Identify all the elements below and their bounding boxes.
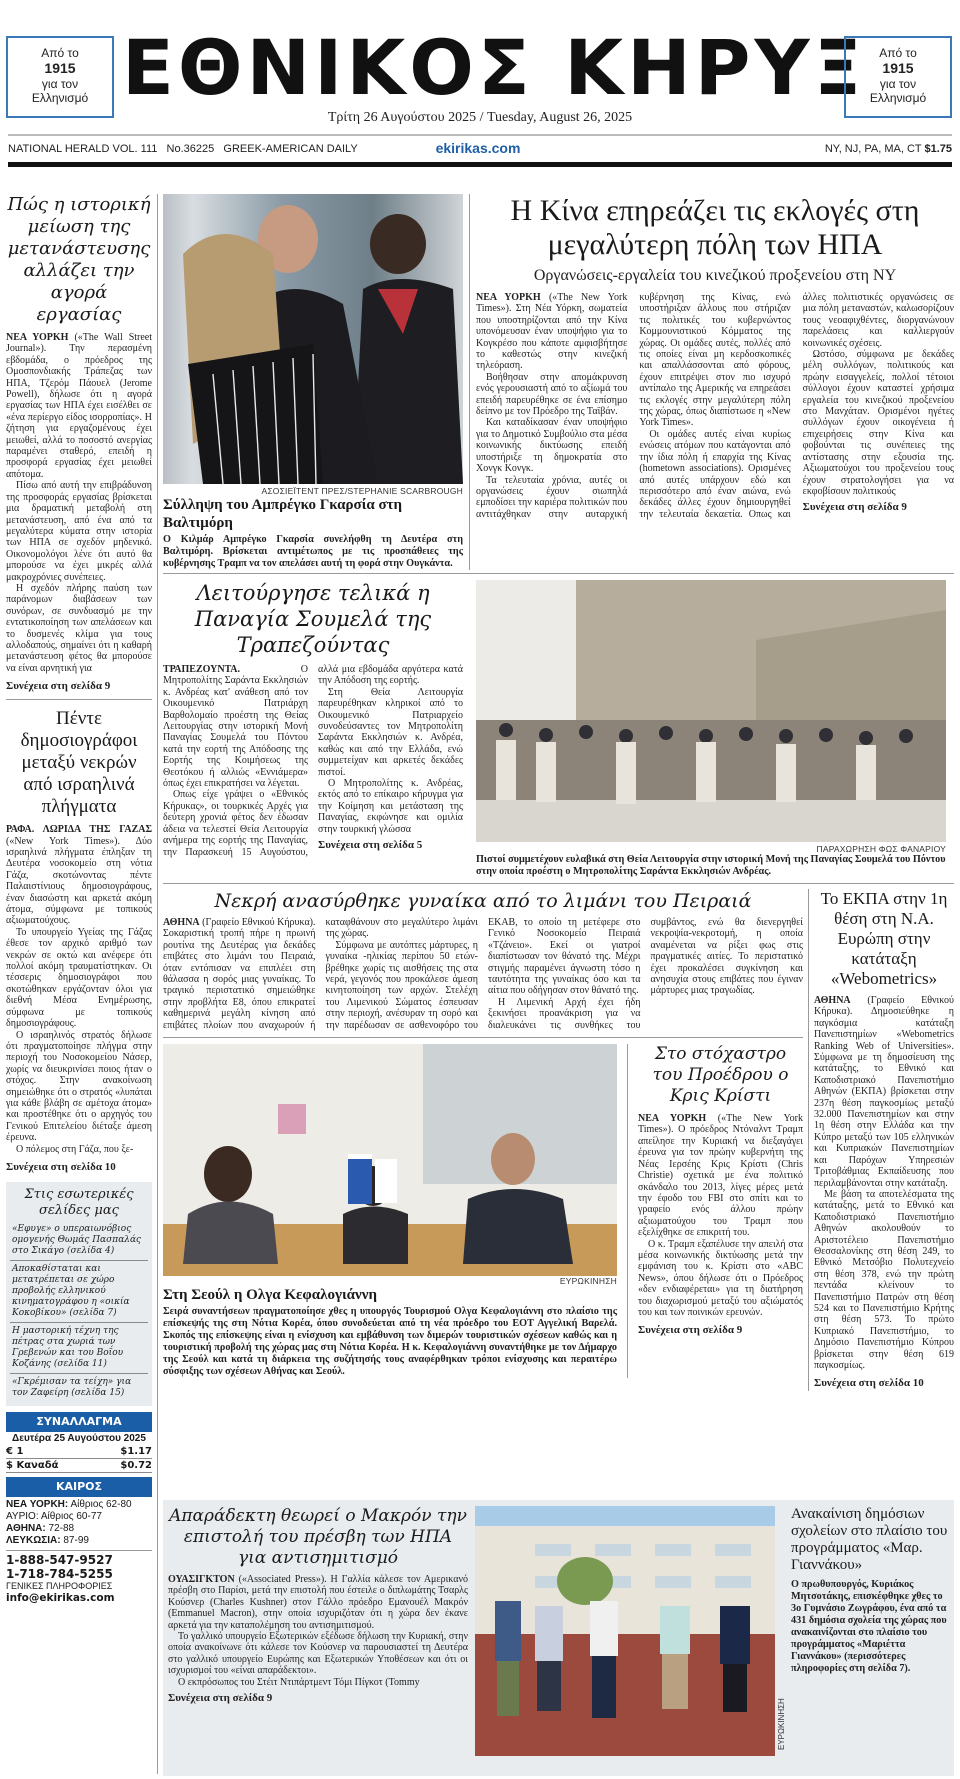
headline-immigration[interactable]: Πώς η ιστορική μείωση της μετανάστευσης αλλάζει την αγορά εργασίας (7, 194, 151, 325)
ekpa-article (814, 889, 954, 1390)
soumela-article (163, 580, 463, 858)
continued-link-macron[interactable]: Συνέχεια στη σελίδα 9 (168, 1692, 273, 1705)
headline-seoul[interactable]: Στη Σεούλ η Ολγα Κεφαλογιάννη (163, 1287, 377, 1304)
photo-schools (475, 1506, 775, 1756)
masthead-ear-left (6, 36, 114, 118)
masthead-rule (8, 162, 952, 167)
weather-header: ΚΑΙΡΟΣ (6, 1477, 152, 1497)
exchange-value: $0.72 (120, 1459, 152, 1471)
headline-macron[interactable]: Απαράδεκτη θεωρεί ο Μακρόν την επιστολή του πρέσβη των ΗΠΑ για αντισημιτισμό (169, 1506, 467, 1568)
dateline: ΝΕΑ ΥΟΡΚΗ (6, 332, 69, 343)
weather-value: 72-88 (48, 1522, 75, 1534)
price: $1.75 (924, 143, 952, 155)
volume-info: NATIONAL HERALD VOL. 111 No.36225 GREEK-AMERICAN DAILY (8, 143, 358, 155)
left-column (6, 194, 152, 1604)
weather-value: 87-99 (63, 1534, 89, 1546)
photo-garcia (163, 194, 463, 484)
weather-list (6, 1499, 152, 1547)
paragraph: Ο Μητροπολίτης κ. Ανδρέας, εκτός από το επίκαιρο κήρυγμα για την Κοίμηση και μετάσταση της Παναγίας, εκφώνησε και ομιλία στην τουρκική γλώσσα (318, 778, 463, 835)
paragraph: Ο εκπρόσωπος του Στέιτ Ντιπάρτμεντ Τόμι Πίγκοτ (Tommy (178, 1676, 420, 1688)
headline-schools[interactable]: Ανακαίνιση δημόσιων σχολείων στο πλαίσιο του προγράμματος «Μαρ. Γιαννάκου» (791, 1506, 948, 1573)
article-soumela-body (163, 664, 463, 858)
ear-text: Από το (41, 46, 79, 60)
contact-block (6, 1553, 152, 1604)
continued-link-china[interactable]: Συνέχεια στη σελίδα 9 (802, 501, 907, 514)
divider (6, 1550, 152, 1551)
weather-row (6, 1499, 152, 1511)
photo-seoul-illustration (163, 1044, 617, 1276)
divider (163, 573, 954, 574)
website-link[interactable]: ekirikas.com (435, 140, 521, 156)
paragraph: Ο ισραηλινός στρατός δήλωσε ότι πραγματοποίησε πλήγμα στην περιοχή του Νοσοκομείου Νάσερ, χωρίς να διευκρινίσει ποιος ήταν ο στόχος. Στην ανακοίνωση σημειώθηκε ότι ο στρατός «λυπάται για κάθε βλάβη σε αμέτοχα άτομα» και προστέθηκε ότι ο αρχηγός του Γενικού Επιτελείου διέταξε άμεση έρευνα. (6, 1029, 152, 1144)
paragraph: Οι ομάδες αυτές είναι κυρίως ενώσεις ατόμων που κατάγονται από την ίδια πόλη ή επαρχία της Κίνας (hometown associations). Ορισμένες από αυτές υπάρχουν εδώ και περισσότερο από έναν αιώνα, ενώ δεκάδες άλλες έχουν δημιουργηθεί την τελευταία δεκαετία. Οπως και άλλες πολιτιστικές οργανώσεις σε μια πόλη μεταναστών, καλωσορίζουν τους νεοαφιχθέντες, διοργανώνουν παρελάσεις και καλλιεργούν κοινωνικές σχέσεις. (639, 292, 954, 520)
paragraph: («The New York Times»). Στη Νέα Υόρκη, σωματεία που υποστηρίζονται από την Κίνα υπονόμευσαν έναν υποψήφιο για το Κογκρέσο που κάποτε αμφισβήτησε το καθεστώς στην κινεζική τηλεόραση. (476, 292, 628, 372)
seoul-christie-row (163, 1044, 803, 1378)
photo-soumela (476, 580, 946, 842)
dateline: ΝΕΑ ΥΟΡΚΗ (638, 1113, 707, 1125)
issue-date: Τρίτη 26 Αυγούστου 2025 / Tuesday, August 26, 2025 (327, 110, 633, 125)
paragraph: Σύμφωνα με αυτόπτες μάρτυρες, η γυναίκα -ηλικίας περίπου 50 ετών- βρέθηκε χωρίς τις αισθήσεις της στα νερά, γεγονός που προκάλεσε άμεση κινητοποίηση των αρχών. Στελέχη του Λιμενικού Σώματος έσπευσαν στην περιοχή, ανέσυραν τη σορό και την παρέδωσαν σε ασθενοφόρο του ΕΚΑΒ, το οποίο τη μετέφερε στο Γενικό Νοσοκομείο Πειραιά «Τζάνειο». Εκεί οι γιατροί διαπίστωσαν τον θάνατό της. Μέχρι στιγμής παραμένει άγνωστη τόσο η ταυτότητα της γυναίκας όσο και τα αίτια που οδήγησαν στον θάνατό της. (325, 917, 641, 1031)
info-bar (8, 139, 952, 161)
continued-link-immigration[interactable]: Συνέχεια στη σελίδα 9 (6, 680, 111, 693)
headline-piraeus[interactable]: Νεκρή ανασύρθηκε γυναίκα από το λιμάνι του Πειραιά (214, 890, 752, 912)
headline-soumela[interactable]: Λειτούργησε τελικά η Παναγία Σουμελά της Τραπεζούντας (194, 581, 432, 657)
paragraph: (Γραφείο Εθνικού Κήρυκα). Δημοσιεύθηκε η παγκόσμια κατάταξη Πανεπιστημίων «Webometrics Ranking Web of Universities». Σύμφωνα με τη δημοσίευση της κατάταξης, το Εθνικό και Καποδιστριακό Πανεπιστήμιο Αθηνών (ΕΚΠΑ) βρίσκεται στην 237η θέση παγκοσμίως μεταξύ 32.000 Πανεπιστημίων και στην 1η θέση στην Ελλάδα και την Κύπρο μεταξύ των 105 ελληνικών και Κυπριακών Πανεπιστημίων και Παρόχων Υπηρεσιών Τριτοβάθμιας Εκπαίδευσης που περιλαμβάνονται στην κατάταξη. (814, 995, 954, 1189)
paragraph: Το υπουργείο Υγείας της Γάζας έθεσε τον αρχικό αριθμό των νεκρών σε οκτώ και ανέφερε ότι πολλοί ακόμη τραυματίστηκαν. Οι τέσσερις δημοσιογράφοι που σκοτώθηκαν εργάζονταν όλοι για διεθνή Μέσα Ενημέρωσης, σύμφωνα με τοπικούς δημοσιογράφους. (6, 926, 152, 1030)
ear-text: για τον (879, 77, 917, 91)
inside-pages-item[interactable]: Η μαστορική τέχνη της πέτρας στα χωριά των Γρεβενών και του Βοΐου Κοζάνης (σελίδα 11) (10, 1323, 148, 1374)
christie-block (638, 1044, 803, 1378)
schools-article (791, 1506, 949, 1675)
garcia-caption-block (163, 486, 463, 570)
exchange-table (6, 1445, 152, 1473)
subheadline-china: Οργανώσεις-εργαλεία του κινεζικού προξενείου στη ΝΥ (533, 267, 897, 284)
ear-text: Ελληνισμό (869, 91, 927, 105)
exchange-date: Δευτέρα 25 Αυγούστου 2025 (12, 1432, 146, 1444)
bottom-feature-band (163, 1500, 954, 1776)
photo-schools-illustration (475, 1506, 775, 1756)
column-rule (627, 1044, 628, 1378)
photo-credit: ΑΣΟΣΙΕΪΤΕΝΤ ΠΡΕΣ/STEPHANIE SCARBROUGH (261, 486, 463, 496)
photo-soumela-illustration (476, 580, 946, 842)
article-china-body (476, 292, 954, 520)
ear-text: Ελληνισμό (31, 91, 89, 105)
divider (6, 699, 152, 700)
mid-section (163, 889, 803, 1378)
article-schools-body: Ο πρωθυπουργός, Κυριάκος Μητσοτάκης, επισκέφθηκε χθες το 3ο Γυμνάσιο Ζωγράφου, ένα από τα 431 δημόσια σχολεία της χώρας που ανακαινίζονται στο πλαίσιο του προγράμματος «Μαριέττα Γιαννάκου» (περισσότερες πληροφορίες στη σελίδα 7). (791, 1579, 947, 1674)
article-piraeus-body (163, 917, 803, 1031)
regions: NY, NJ, PA, MA, CT (824, 143, 922, 155)
exchange-label: $ Καναδά (6, 1459, 59, 1471)
seoul-block (163, 1044, 617, 1378)
column-rule (157, 194, 158, 1774)
exchange-header: ΣΥΝΑΛΛΑΓΜΑ (6, 1412, 152, 1432)
paragraph: Η Λιμενική Αρχή έχει ήδη ξεκινήσει προανάκριση για να διαλευκάνει τις συνθήκες του συμβάντος, ενώ θα διενεργηθεί νεκροψία-νεκροτομή, η οποία αναμένεται να ρίξει φως στις πραγματικές αιτίες. Το περιστατικό έχει προκαλέσει συγκίνηση και ανησυχία στους επιβάτες που έγιναν μάρτυρες μιας τραγωδίας. (488, 917, 803, 1031)
paragraph: Και καταδίκασαν έναν υποψήφιο για το Δημοτικό Συμβούλιο στα μέσα κοινωνικής δικτύωσης επειδή υποστήριξε τη δημοκρατία στο Χονγκ Κονγκ. (476, 417, 628, 475)
paragraph: Το γαλλικό υπουργείο Εξωτερικών εξέδωσε δήλωση την Κυριακή, στην οποία ανακοίνωνε ότι κάλεσε τον Κούσνερ να παρουσιαστεί τη Δευτέρα στο γαλλικό υπουργείο Ευρώπης και Εξωτερικών Υποθέσεων και ότι οι ισχυρισμοί του «είναι απαράδεκτοι». (168, 1631, 468, 1677)
continued-link-christie[interactable]: Συνέχεια στη σελίδα 9 (638, 1324, 743, 1337)
headline-gaza[interactable]: Πέντε δημοσιογράφοι μεταξύ νεκρών από ισραηλινά πλήγματα (20, 708, 138, 818)
paragraph: Ο πόλεμος στη Γάζα, που ξε- (16, 1143, 134, 1155)
photo-credit: ΠΑΡΑΧΩΡΗΣΗ ΦΩΣ ΦΑΝΑΡΙΟΥ (816, 844, 946, 854)
paragraph: Πίσω από αυτή την επιβράδυνση της προσφοράς εργασίας βρίσκεται μια δραματική μεταβολή στη μετανάστευση, από ένα από τα μεγαλύτερα κύματα στην ιστορία των ΗΠΑ σε σχεδόν μηδενικό. Οικονομολόγοι λένε ότι αυτό θα μπορούσε να έχει μικρές αλλά μακροχρόνιες συνέπειες. (6, 480, 152, 583)
weather-row (6, 1523, 152, 1535)
macron-article (168, 1506, 468, 1705)
paragraph: Ο κ. Τραμπ εξαπέλυσε την απειλή στα μέσα κοινωνικής δικτύωσης μετά την εμφάνιση του κ. Κρίστι στο «ABC News», όπου δήλωσε ότι ο Πρόεδρος «δεν ενδιαφέρεται» για τη διατήρηση του διαχωρισμού μεταξύ του αξιώματός του και των ποινικών ερευνών. (638, 1238, 803, 1318)
continued-link-soumela[interactable]: Συνέχεια στη σελίδα 5 (318, 839, 423, 852)
paragraph: Στη Θεία Λειτουργία παρευρέθηκαν κληρικοί από το Οικουμενικό Πατριαρχείο συνοδεύσαντες τον Μητροπολίτη Σαράντα Εκκλησιών κ. Ανδρέα, καθώς και από την Ελλάδα, ενώ συμμετείχαν και αρκετές δεκάδες πιστοί. (318, 686, 463, 778)
article-macron-body (168, 1574, 468, 1688)
dateline: ΝΕΑ ΥΟΡΚΗ (476, 292, 541, 303)
soumela-caption-block (476, 844, 946, 878)
caption-seoul: Σειρά συναντήσεων πραγματοποίησε χθες η υπουργός Τουρισμού Ολγα Κεφαλογιάννη στο πλαίσιο της επίσκεψής της στη Νότια Κορέα, όπου συνοδεύεται από τη νέα πρόεδρο του ΕΟΤ Αγγελική Βαρελά. Σκοπός της επίσκεψης είναι η ενίσχυση και εμβάθυνση των διμερών τουριστικών σχέσεων καθώς και η τουριστική προβολή της χώρας μας στη Νότια Κορέα. Η κ. Κεφαλογιάννη συναντήθηκε με τον Δήμαρχο της Σεούλ και κατά τη διάρκεια της συζήτησής τους αναφέρθηκαν τρόποι ενίσχυσης και περαιτέρω σύσφιξης των σχέσεων Αθήνας και Σεούλ. (163, 1306, 617, 1378)
inside-pages-item[interactable]: Αποκαθίσταται και μετατρέπεται σε χώρο προβολής ελληνικού κινηματογράφου η «οικία Κοκοβίκου» (σελίδα 7) (10, 1261, 148, 1323)
article-ekpa-body (814, 995, 954, 1371)
email-link[interactable]: info@ekirikas.com (6, 1591, 115, 1604)
headline-china[interactable]: Η Κίνα επηρεάζει τις εκλογές στη μεγαλύτερη πόλη των ΗΠΑ (510, 194, 920, 261)
headline-ekpa[interactable]: Το ΕΚΠΑ στην 1η θέση στη Ν.Α. Ευρώπη στην κατάταξη «Webometrics» (820, 889, 948, 988)
ear-year: 1915 (882, 60, 914, 76)
paragraph: («The New York Times»). Ο πρόεδρος Ντόναλντ Τραμπ απείλησε την Κυριακή να διεξαγάγει έρευνα για τον πρώην κυβερνήτη της Νέας Ιερσέης Κρις Κρίστι (Chris Christie) σχετικά με ένα πολιτικό σκάνδαλο του 2013, λίγες μέρες μετά την έφοδο του FBI στο σπίτι και το γραφείο ενός άλλου πρώην αξιωματούχου του Τραμπ που εξελίχθηκε σε επικριτή του. (638, 1113, 803, 1239)
exchange-row (6, 1459, 152, 1473)
inside-pages-item[interactable]: «Γκρέμισαν τα τείχη» για τον Ζαφείρη (σελίδα 15) (12, 1376, 132, 1398)
article-christie-body (638, 1113, 803, 1318)
paragraph: Η σχεδόν πλήρης παύση των παράνομων διαβάσεων των συνόρων, σε συνδυασμό με την εντατικοποίηση των απελάσεων και το δυσμενές κλίμα για τους αλλοδαπούς, σημαίνει ότι η καθαρή μετανάστευση φέτος θα μπορούσε να είναι αρνητική για (6, 582, 152, 674)
paragraph: Με βάση τα αποτελέσματα της κατάταξης, μετά το Εθνικό και Καποδιστριακό Πανεπιστήμιο Αθηνών ακολουθούν το Αριστοτέλειο Πανεπιστήμιο Θεσσαλονίκης στη θέση 249, το Εθνικό Μετσόβιο Πολυτεχνείο στη θέση 378, ενώ την πρώτη πεντάδα κλείνουν το Πανεπιστήμιο Πατρών στη θέση 524 και το Πανεπιστήμιο Κρήτης στη θέση 573. Το πρώτο Κυπριακό Πανεπιστήμιο, το Δημόσιο Πανεπιστήμιο Κύπρου βρίσκεται στην θέση 619 παγκοσμίως. (814, 1188, 954, 1371)
phone-number[interactable]: 1-718-784-5255 (6, 1566, 113, 1581)
inside-pages-item[interactable]: «Εφυγε» ο υπεραιωνόβιος ομογενής Θωμάς Πασπαλάς στο Σικάγο (σελίδα 4) (10, 1221, 148, 1261)
caption-garcia: Ο Κιλμάρ Αμπρέγκο Γκαρσία συνελήφθη τη Δευτέρα στη Βαλτιμόρη. Βρίσκεται αντιμέτωπος με τις προσπάθειες της κυβέρνησης Τραμπ να τον απελάσει αυτή τη φορά στην Ουγκάντα. (163, 534, 463, 569)
info-label: ΓΕΝΙΚΕΣ ΠΛΗΡΟΦΟΡΙΕΣ (6, 1580, 113, 1591)
photo-seoul (163, 1044, 617, 1276)
column-rule (808, 889, 809, 1391)
weather-city: ΝΕΑ ΥΟΡΚΗ: (6, 1498, 69, 1510)
weather-city: ΑΘΗΝΑ: (6, 1522, 46, 1534)
continued-link-ekpa[interactable]: Συνέχεια στη σελίδα 10 (814, 1377, 924, 1390)
inside-pages-title: Στις εσωτερικές σελίδες μας (24, 1186, 134, 1218)
dateline: ΤΡΑΠΕΖΟΥΝΤΑ. (163, 664, 241, 675)
paragraph: Ωστόσο, σύμφωνα με δεκάδες μέλη συλλόγων, πολιτικούς και πρώην εισαγγελείς, πολλοί τέτοιοι σύλλογοι έχουν καταστεί χρήσιμα εργαλεία του κινεζικού προξενείου στο Μανχάταν. Ορισμένοι ηγέτες συλλόγων έχουν οικογένεια ή επιχειρήσεις στην Κίνα και φοβούνται τις συνέπειες της αντίστασης στην εξουσία της. Αξιωματούχοι του προξενείου τους έχουν στρατολογήσει για να εκφοβίσουν πολιτικούς (802, 349, 954, 497)
photo-credit: ΕΥΡΩΚΙΝΗΣΗ (559, 1276, 617, 1287)
headline-garcia[interactable]: Σύλληψη του Αμπρέγκο Γκαρσία στη Βαλτιμόρη (163, 497, 403, 531)
headline-christie[interactable]: Στο στόχαστρο του Προέδρου ο Κρις Κρίστι (652, 1044, 789, 1107)
price-info (825, 143, 952, 155)
paragraph: («New York Times»). Δύο ισραηλινά πλήγματα έπληξαν τη Δευτέρα νοσοκομείο στη νότια Γάζα, σκοτώνοντας πέντε Παλαιστίνιους δημοσιογράφους, έναν διασώστη και αρκετά ακόμη άτομα, σύμφωνα με τοπικούς αξιωματούχους. (6, 835, 152, 927)
dateline: ΑΘΗΝΑ (163, 917, 200, 928)
photo-garcia-illustration (163, 194, 463, 484)
caption-soumela: Πιστοί συμμετέχουν ευλαβικά στη Θεία Λειτουργία στην ιστορική Μονή της Παναγίας Σουμελά του Πόντου στην οποία προέστη ο Μητροπολίτης Σαράντα Εκκλησιών Ανδρέας. (476, 854, 946, 877)
column-rule (469, 194, 470, 570)
inside-pages-box (6, 1182, 152, 1406)
divider (163, 1037, 803, 1038)
weather-row (6, 1511, 152, 1523)
weather-value: Αίθριος 62-80 (70, 1498, 132, 1510)
paragraph: («The Wall Street Journal»). Την περασμένη εβδομάδα, ο πρόεδρος της Ομοσπονδιακής Τράπεζας των ΗΠΑ, Τζερόμ Πάουελ (Jerome Powell), δήλωσε ότι η αγορά εργασίας των ΗΠΑ έχει εισέλθει σε «ένα περίεργο είδος ισορροπίας». Η ζήτηση για εργαζομένους έχει μειωθεί, αλλά το ποσοστό ανεργίας παραμένει σταθερό, επειδή η προσφορά εργασίας έχει μειωθεί απότομα. (6, 332, 153, 480)
masthead-ear-right (844, 36, 952, 118)
divider (8, 134, 952, 136)
dateline: ΑΘΗΝΑ (814, 995, 851, 1006)
continued-link-gaza[interactable]: Συνέχεια στη σελίδα 10 (6, 1160, 116, 1173)
article-immigration-body (6, 332, 152, 674)
weather-city: ΑΥΡΙΟ: (6, 1510, 39, 1522)
dateline: ΡΑΦΑ. ΛΩΡΙΔΑ ΤΗΣ ΓΑΖΑΣ (6, 824, 152, 836)
dateline: ΟΥΑΣΙΓΚΤΟΝ (168, 1574, 235, 1585)
weather-row (6, 1535, 152, 1547)
exchange-value: $1.17 (120, 1445, 152, 1457)
divider (163, 883, 954, 884)
paragraph: («Associated Press»). Η Γαλλία κάλεσε τον Αμερικανό πρέσβη στο Παρίσι, μετά την επιστολή που έστειλε ο διπλωμάτης Τσαρλς Κούσνερ (Charles Kushner) στον Γάλλο πρόεδρο Εμανουέλ Μακρόν (Emmanuel Macron), στην οποία ισχυριζόταν ότι η χώρα δεν έκανε αρκετά για την καταπολέμηση του αντισημιτισμού. (168, 1574, 469, 1631)
ear-text: για τον (41, 77, 79, 91)
paragraph: Οπως είχε γράψει ο «Εθνικός Κήρυκας», οι τουρκικές Αρχές για δεύτερη χρονιά φέτος δεν έδωσαν άδεια να τελεστεί Θεία Λειτουργία ανήμερα της εορτής της Παναγίας, την Παρασκευή 15 Αυγούστου, αλλά μια εβδομάδα αργότερα κατά την Απόδοση της εορτής. (163, 664, 463, 858)
exchange-label: € 1 (6, 1445, 24, 1457)
exchange-row (6, 1445, 152, 1459)
weather-city: ΛΕΥΚΩΣΙΑ: (6, 1534, 61, 1546)
article-gaza-body (6, 824, 152, 1155)
newspaper-logo[interactable]: ΕΘΝΙΚΟΣ ΚΗΡΥΞ (122, 23, 866, 112)
inside-pages-list (6, 1221, 152, 1402)
paragraph: Τα τελευταία χρόνια, αυτές οι οργανώσεις έχουν σιωπηλά εμποδίσει την καριέρα πολιτικών που αντιτάχθηκαν στην αυταρχική κυβέρνηση της Κίνας, ενώ υποστήριξαν άλλους που στήριζαν τις πολιτικές του κυβερνώντος Κομμουνιστικού Κόμματος της χώρας. Οι ομάδες αυτές, πολλές από τις οποίες είναι μη κερδοσκοπικές και απαλλάσσονται από φόρους, έχουν επιτρέψει στον πιο ισχυρό αντίπαλο της Αμερικής να επηρεάσει τις εκλογές στην μεγαλύτερη πόλη της χώρας, όπως διαπίστωσε η «New York Times». (476, 292, 791, 520)
weather-value: Αίθριος 60-77 (40, 1510, 102, 1522)
photo-credit-vertical: ΕΥΡΩΚΙΝΗΣΗ (777, 1698, 786, 1750)
paragraph: Ο Μητροπολίτης Σαράντα Εκκλησιών κ. Ανδρέας κατ' ανάθεση από τον Οικουμενικό Πατριάρχη Βαρθολομαίο προέστη της Θείας Λειτουργίας στην ιστορική Μονή Παναγίας Σουμελά του Πόντου κατά την εορτή της Απόδοσης της Εορτής της Κοιμήσεως της Θεοτόκου ή αλλιώς «Εννιάμερα» όπως έχει επικρατήσει να λέγεται. (163, 664, 308, 790)
phone-number[interactable]: 1-888-547-9527 (6, 1552, 113, 1567)
paragraph: (Γραφείο Εθνικού Κήρυκα). Σοκαριστική τροπή πήρε η πρωινή ρουτίνα της Δευτέρας για δεκάδες επιβάτες στο λιμάνι του Πειραιά, όταν εντόπισαν να επιπλέει στη θάλασσα η σορός μιας γυναίκας. Το τραγικό περιστατικό σημειώθηκε στην προβλήτα Ε8, όπου επικρατεί καθημερινά μεγάλη κίνηση από επιβάτες πλοίων που αναχωρούν ή καταφθάνουν στο μεγαλύτερο λιμάνι της χώρας. (163, 917, 478, 1031)
paragraph: Βοήθησαν στην απομάκρυνση ενός γερουσιαστή από το αξίωμά του επειδή παρευρέθηκε σε ένα επίσημο δείπνο με τον Πρόεδρο της Ταϊβάν. (476, 371, 628, 418)
ear-year: 1915 (44, 60, 76, 76)
ear-text: Από το (879, 46, 917, 60)
